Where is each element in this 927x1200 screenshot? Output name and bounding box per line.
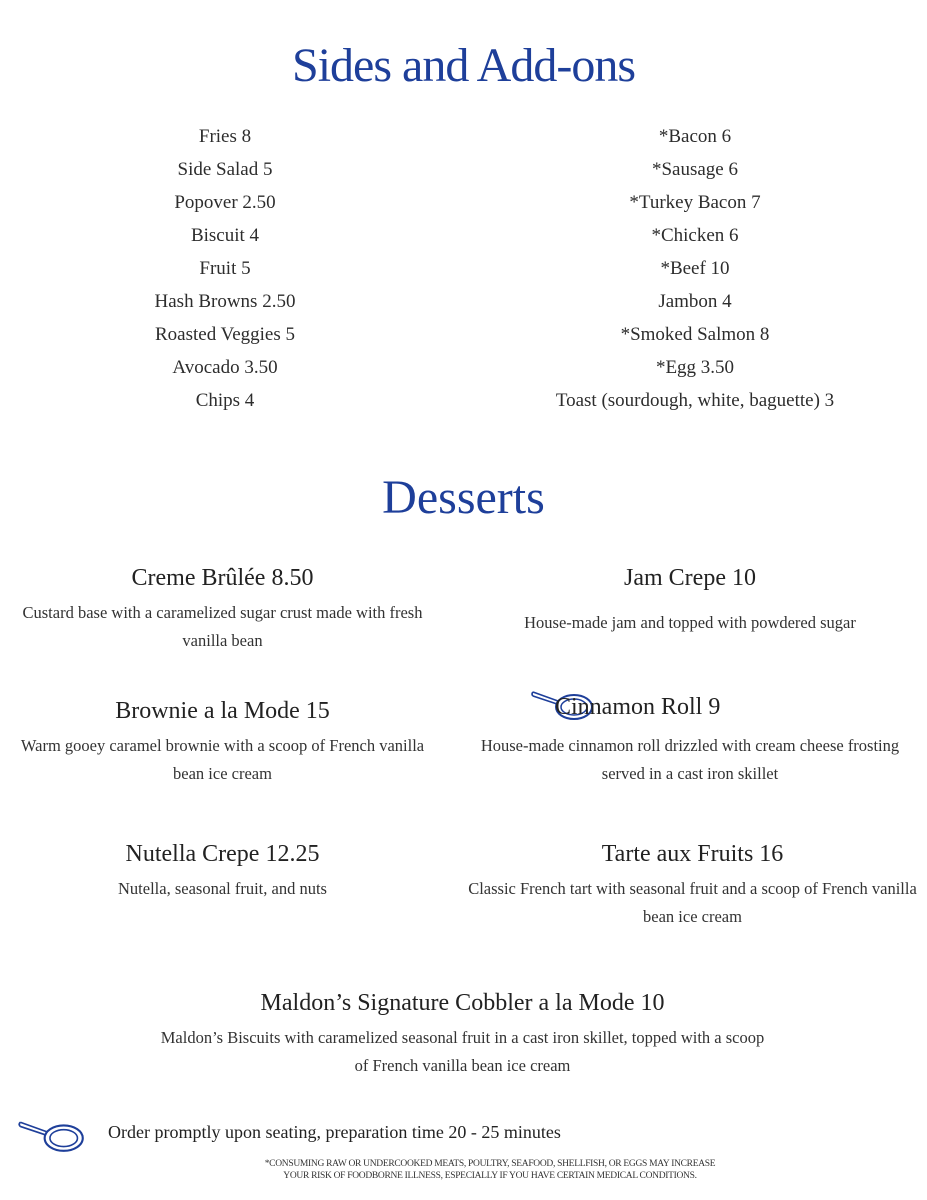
dessert-item-brownie <box>20 696 425 788</box>
dessert-name: Tarte aux Fruits 16 <box>601 841 784 867</box>
side-item: Avocado 3.50 <box>172 357 278 378</box>
skillet-icon <box>16 1118 86 1154</box>
addon-item: *Beef 10 <box>660 258 730 279</box>
side-item: Popover 2.50 <box>174 192 276 213</box>
dessert-item-cobbler <box>160 988 765 1080</box>
addon-item: *Turkey Bacon 7 <box>629 192 761 213</box>
dessert-description: Classic French tart with seasonal fruit and a scoop of French vanilla bean ice cream <box>468 879 917 926</box>
dessert-item-cinnamon-roll <box>480 692 900 788</box>
addon-item: *Sausage 6 <box>651 159 738 180</box>
dessert-name: Maldon’s Signature Cobbler a la Mode 10 <box>260 990 665 1016</box>
sides-section-title: Sides and Add-ons <box>292 39 635 92</box>
dessert-name: Nutella Crepe 12.25 <box>125 841 320 867</box>
dessert-item-creme-brulee <box>20 563 425 655</box>
addon-item: *Chicken 6 <box>651 225 739 246</box>
dessert-item-nutella-crepe <box>20 839 425 903</box>
dessert-description: Custard base with a caramelized sugar crust made with fresh vanilla bean <box>22 603 423 650</box>
dessert-name: Brownie a la Mode 15 <box>115 698 330 724</box>
dessert-item-tarte-aux-fruits <box>465 839 920 931</box>
side-item: Biscuit 4 <box>190 225 260 246</box>
food-safety-disclaimer <box>200 1158 780 1182</box>
addon-item: Jambon 4 <box>658 291 732 312</box>
dessert-description: Maldon’s Biscuits with caramelized seasonal fruit in a cast iron skillet, topped with a scoop of French vanilla bean ice cream <box>160 1028 765 1075</box>
preparation-note: Order promptly upon seating, preparation time 20 - 25 minutes <box>108 1122 561 1142</box>
side-item: Side Salad 5 <box>177 159 273 180</box>
dessert-name: Jam Crepe 10 <box>624 565 756 591</box>
sides-left-column <box>80 120 370 417</box>
side-item: Fruit 5 <box>199 258 251 279</box>
addon-item: Toast (sourdough, white, baguette) 3 <box>555 390 835 411</box>
dessert-description: House-made cinnamon roll drizzled with cream cheese frosting served in a cast iron skillet <box>480 736 900 783</box>
addon-item: *Bacon 6 <box>658 126 732 147</box>
addon-item: *Egg 3.50 <box>655 357 735 378</box>
dessert-name: Cinnamon Roll 9 <box>555 694 721 720</box>
side-item: Hash Browns 2.50 <box>154 291 296 312</box>
addon-item: *Smoked Salmon 8 <box>620 324 770 345</box>
side-item: Chips 4 <box>195 390 255 411</box>
disclaimer-line: YOUR RISK OF FOODBORNE ILLNESS, ESPECIALLY IF YOU HAVE CERTAIN MEDICAL CONDITIONS. <box>283 1171 697 1181</box>
dessert-description: Warm gooey caramel brownie with a scoop of French vanilla bean ice cream <box>20 736 425 783</box>
dessert-description: Nutella, seasonal fruit, and nuts <box>118 879 327 898</box>
desserts-section-title: Desserts <box>382 471 545 524</box>
side-item: Fries 8 <box>198 126 252 147</box>
dessert-description: House-made jam and topped with powdered sugar <box>524 613 856 632</box>
side-item: Roasted Veggies 5 <box>154 324 296 345</box>
dessert-name: Creme Brûlée 8.50 <box>131 565 314 591</box>
dessert-item-jam-crepe <box>480 563 900 637</box>
sides-right-column <box>500 120 890 417</box>
disclaimer-line: *CONSUMING RAW OR UNDERCOOKED MEATS, POULTRY, SEAFOOD, SHELLFISH, OR EGGS MAY INCREASE <box>264 1159 716 1169</box>
